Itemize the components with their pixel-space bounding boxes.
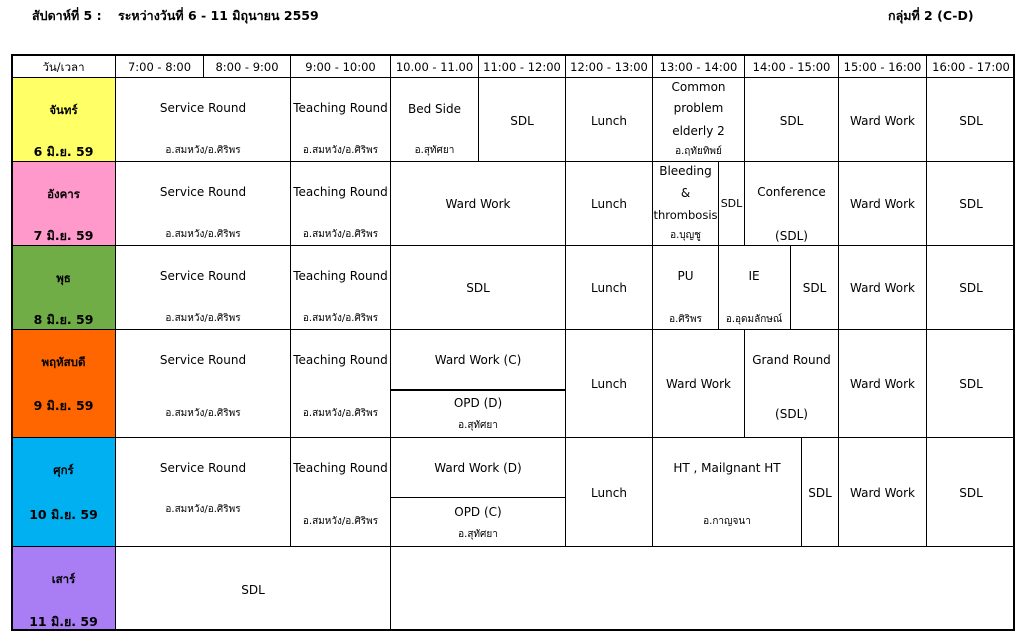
activity-label: HT , Mailgnant HT bbox=[673, 461, 781, 475]
header-day-time-label: วัน/เวลา bbox=[42, 60, 85, 74]
activity-sublabel: (SDL) bbox=[775, 407, 808, 421]
activity-label: Teaching Round bbox=[293, 269, 388, 283]
activity-label: Lunch bbox=[591, 281, 627, 295]
day-date: 10 มิ.ย. 59 bbox=[29, 507, 98, 522]
activity-label: Ward Work bbox=[445, 197, 511, 211]
activity-label: PU bbox=[677, 269, 694, 283]
activity-label: Service Round bbox=[159, 269, 247, 283]
instructor-label: อ.สุทัศยา bbox=[458, 420, 498, 431]
header-col-6-label: 12:00 - 13:00 bbox=[570, 60, 648, 74]
activity-label-line-1: Bleeding bbox=[659, 164, 712, 178]
activity-label: Ward Work (C) bbox=[434, 353, 522, 367]
instructor-label: อ.สมหวัง/อ.ศิริพร bbox=[302, 313, 379, 324]
activity-label: SDL bbox=[959, 114, 983, 128]
activity-label: SDL bbox=[466, 281, 490, 295]
activity-label-line-2: & bbox=[680, 186, 691, 200]
day-name: อังคาร bbox=[47, 187, 80, 201]
day-name: จันทร์ bbox=[49, 103, 78, 117]
activity-label: SDL bbox=[510, 114, 534, 128]
activity-label: Lunch bbox=[591, 486, 627, 500]
activity-label: Lunch bbox=[591, 197, 627, 211]
day-name: ศุกร์ bbox=[53, 463, 74, 477]
header-col-2-label: 8:00 - 9:00 bbox=[215, 60, 279, 74]
activity-label: SDL bbox=[959, 377, 983, 391]
activity-label: Ward Work bbox=[850, 486, 915, 500]
activity-label: SDL bbox=[959, 486, 983, 500]
header-col-3-label: 9:00 - 10:00 bbox=[305, 60, 376, 74]
day-name: พฤหัสบดี bbox=[41, 355, 86, 369]
activity-label: Ward Work bbox=[850, 377, 915, 391]
activity-label: SDL bbox=[241, 583, 265, 597]
instructor-label: อ.สมหวัง/อ.ศิริพร bbox=[302, 145, 379, 156]
activity-label: Ward Work bbox=[850, 197, 915, 211]
activity-label: SDL bbox=[959, 281, 983, 295]
activity-label-line-2: problem bbox=[673, 101, 724, 115]
activity-label: Grand Round bbox=[752, 353, 831, 367]
table-border bbox=[11, 54, 1015, 631]
instructor-label: อ.สุทัศยา bbox=[414, 145, 455, 156]
instructor-label: อ.อุดมลักษณ์ bbox=[725, 314, 783, 325]
header-col-9-label: 15:00 - 16:00 bbox=[843, 60, 922, 74]
instructor-label: อ.กาญจนา bbox=[703, 516, 751, 527]
activity-label: Conference bbox=[757, 185, 826, 199]
day-date: 9 มิ.ย. 59 bbox=[33, 398, 94, 413]
instructor-label: อ.ฤทัยทิพย์ bbox=[675, 146, 722, 157]
header-col-4-label: 10.00 - 11.00 bbox=[395, 60, 474, 74]
header-col-7-label: 13:00 - 14:00 bbox=[659, 60, 738, 74]
activity-label-line-1: Common bbox=[671, 80, 726, 94]
date-range: ระหว่างวันที่ 6 - 11 มิถุนายน 2559 bbox=[118, 8, 319, 23]
activity-label-line-3: elderly 2 bbox=[672, 124, 725, 138]
day-date: 6 มิ.ย. 59 bbox=[33, 144, 94, 159]
instructor-label: อ.สมหวัง/อ.ศิริพร bbox=[165, 408, 241, 419]
activity-label-line-3: thrombosis bbox=[653, 208, 718, 222]
instructor-label: อ.สุทัศยา bbox=[458, 529, 498, 540]
header-col-5-label: 11:00 - 12:00 bbox=[483, 60, 561, 74]
activity-label: OPD (D) bbox=[453, 396, 503, 410]
activity-label: Teaching Round bbox=[293, 101, 388, 115]
activity-label: Ward Work bbox=[850, 114, 915, 128]
activity-label: Teaching Round bbox=[293, 185, 388, 199]
instructor-label: อ.สมหวัง/อ.ศิริพร bbox=[302, 408, 379, 419]
header-col-8-label: 14:00 - 15:00 bbox=[752, 60, 831, 74]
instructor-label: อ.สมหวัง/อ.ศิริพร bbox=[302, 229, 379, 240]
activity-label: Ward Work bbox=[850, 281, 915, 295]
activity-label: Service Round bbox=[159, 185, 247, 199]
activity-label: SDL bbox=[802, 281, 827, 295]
day-date: 11 มิ.ย. 59 bbox=[29, 614, 98, 629]
activity-label: SDL bbox=[779, 114, 804, 128]
activity-label: OPD (C) bbox=[454, 505, 502, 519]
activity-label: Service Round bbox=[159, 101, 247, 115]
activity-label: Teaching Round bbox=[293, 461, 388, 475]
activity-label: Service Round bbox=[159, 353, 247, 367]
instructor-label: อ.บุญชู bbox=[670, 230, 701, 241]
activity-label: SDL bbox=[720, 197, 743, 210]
week-label: สัปดาห์ที่ 5 : bbox=[32, 8, 102, 23]
day-date: 7 มิ.ย. 59 bbox=[33, 228, 94, 243]
instructor-label: อ.สมหวัง/อ.ศิริพร bbox=[302, 516, 379, 527]
instructor-label: อ.สมหวัง/อ.ศิริพร bbox=[165, 229, 241, 240]
activity-label: IE bbox=[748, 269, 760, 283]
activity-label: Teaching Round bbox=[293, 353, 388, 367]
activity-label: SDL bbox=[959, 197, 983, 211]
group-label: กลุ่มที่ 2 (C-D) bbox=[888, 8, 974, 23]
instructor-label: อ.สมหวัง/อ.ศิริพร bbox=[165, 504, 241, 515]
instructor-label: อ.สมหวัง/อ.ศิริพร bbox=[165, 313, 241, 324]
day-date: 8 มิ.ย. 59 bbox=[33, 312, 94, 327]
activity-sublabel: (SDL) bbox=[775, 229, 808, 243]
activity-label: Bed Side bbox=[408, 102, 461, 116]
activity-label: Lunch bbox=[591, 114, 627, 128]
instructor-label: อ.สมหวัง/อ.ศิริพร bbox=[165, 145, 241, 156]
activity-label: SDL bbox=[808, 486, 832, 500]
activity-label: Lunch bbox=[591, 377, 627, 391]
activity-label: Ward Work bbox=[666, 377, 731, 391]
day-name: เสาร์ bbox=[51, 572, 76, 586]
activity-label: Ward Work (D) bbox=[434, 461, 522, 475]
instructor-label: อ.ศิริพร bbox=[669, 314, 702, 325]
header-col-1-label: 7:00 - 8:00 bbox=[127, 60, 192, 74]
header-col-10-label: 16:00 - 17:00 bbox=[932, 60, 1010, 74]
activity-label: Service Round bbox=[159, 461, 247, 475]
day-name: พุธ bbox=[56, 271, 71, 285]
